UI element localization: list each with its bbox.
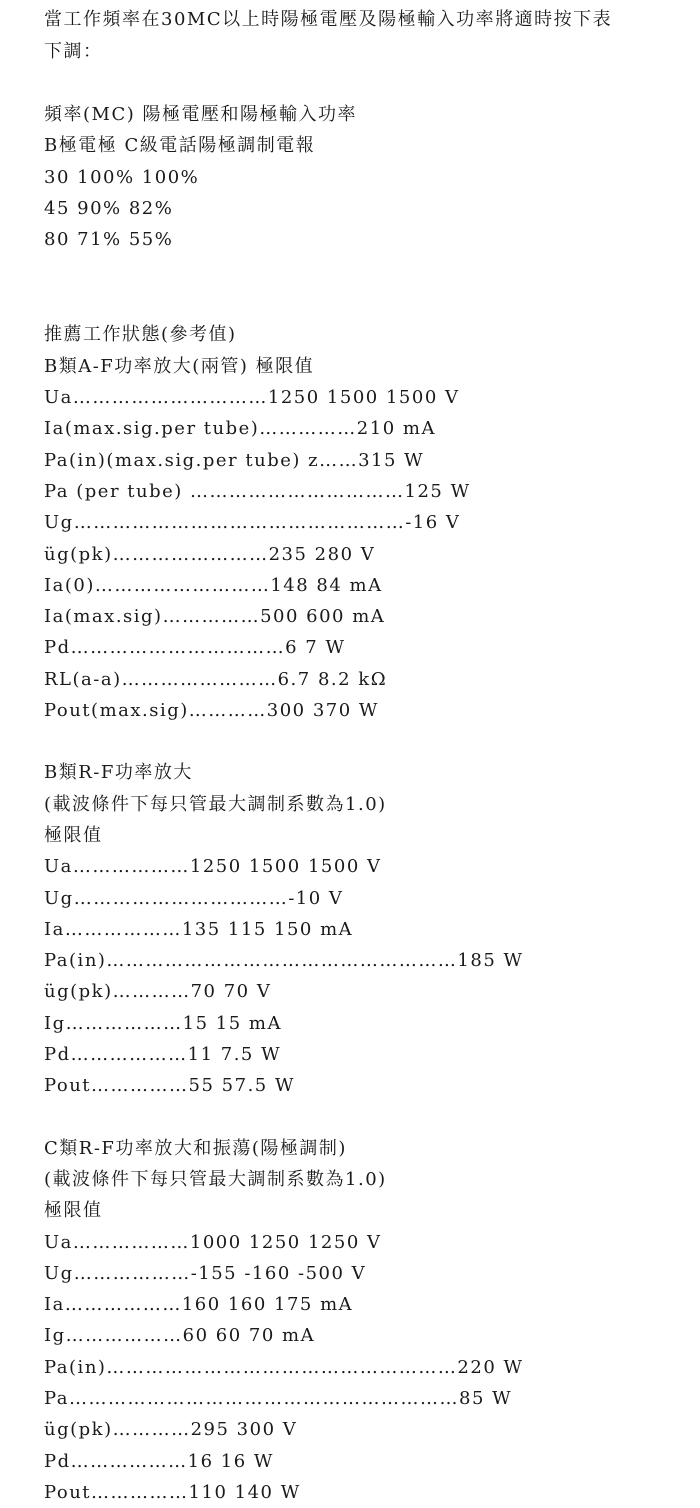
param-line: Pout……………110 140 W	[44, 1481, 301, 1503]
param-line: Pa (per tube) ……………………………125 W	[44, 480, 471, 502]
section-heading: 推薦工作狀態(參考值)	[44, 324, 237, 346]
param-line: Ua………………1000 1250 1250 V	[44, 1231, 382, 1253]
param-line: Pa(in)………………………………………………185 W	[44, 950, 524, 972]
param-line: Pd………………16 16 W	[44, 1450, 274, 1472]
param-line: Ug……………………………-10 V	[44, 887, 344, 909]
param-line: Ig………………15 15 mA	[44, 1012, 282, 1034]
section-b-rf	[44, 757, 684, 1101]
param-line: üg(pk)…………70 70 V	[44, 981, 272, 1003]
section-heading: B類R-F功率放大	[44, 762, 193, 784]
limit-label: 極限值	[44, 824, 103, 846]
param-line: Ua…………………………1250 1500 1500 V	[44, 387, 460, 409]
param-line: Pd……………………………6 7 W	[44, 637, 346, 659]
param-line: Pout(max.sig)…………300 370 W	[44, 700, 379, 722]
param-line: Pd………………11 7.5 W	[44, 1044, 282, 1066]
section-b-af	[44, 319, 684, 726]
param-line: Ua………………1250 1500 1500 V	[44, 856, 382, 878]
section-subheading: (載波條件下每只管最大調制系數為1.0)	[44, 793, 387, 815]
param-line: Ia………………160 160 175 mA	[44, 1294, 354, 1316]
document-page	[44, 0, 684, 1508]
table-row: 80 71% 55%	[44, 229, 174, 251]
section-c-rf	[44, 1133, 684, 1508]
param-line: Pa(in)………………………………………………220 W	[44, 1356, 524, 1378]
param-line: Pa……………………………………………………85 W	[44, 1387, 513, 1409]
table-row: 45 90% 82%	[44, 197, 174, 219]
param-line: Pout……………55 57.5 W	[44, 1075, 295, 1097]
spacer	[44, 1102, 684, 1133]
intro-line: 下調：	[44, 41, 103, 62]
param-line: Ug………………-155 -160 -500 V	[44, 1262, 367, 1284]
param-line: Ia(max.sig.per tube)……………210 mA	[44, 418, 436, 440]
intro-line: 當工作頻率在30MC以上時陽極電壓及陽極輸入功率將適時按下表	[44, 9, 613, 30]
param-line: Ig………………60 60 70 mA	[44, 1325, 316, 1347]
param-line: üg(pk)…………295 300 V	[44, 1419, 298, 1441]
param-line: RL(a-a)……………………6.7 8.2 kΩ	[44, 668, 388, 690]
param-line: Ia(max.sig)……………500 600 mA	[44, 606, 386, 628]
param-line: Pa(in)(max.sig.per tube) z……315 W	[44, 449, 425, 471]
limit-label: 極限值	[44, 1200, 103, 1222]
section-subheading: B類A-F功率放大(兩管) 極限值	[44, 355, 315, 377]
spacer	[44, 255, 684, 319]
table-subheader: B極電極 C級電話陽極調制電報	[44, 135, 316, 157]
section-heading: C類R-F功率放大和振蕩(陽極調制)	[44, 1137, 347, 1159]
param-line: Ia………………135 115 150 mA	[44, 918, 354, 940]
table-header: 頻率(MC) 陽極電壓和陽極輸入功率	[44, 104, 357, 125]
table-row: 30 100% 100%	[44, 166, 200, 188]
param-line: üg(pk)……………………235 280 V	[44, 543, 376, 565]
param-line: Ug……………………………………………-16 V	[44, 512, 461, 534]
param-line: Ia(0)………………………148 84 mA	[44, 574, 383, 596]
frequency-table	[44, 99, 684, 255]
intro-paragraph	[44, 4, 684, 68]
spacer	[44, 68, 684, 99]
section-subheading: (載波條件下每只管最大調制系數為1.0)	[44, 1168, 387, 1190]
spacer	[44, 726, 684, 757]
